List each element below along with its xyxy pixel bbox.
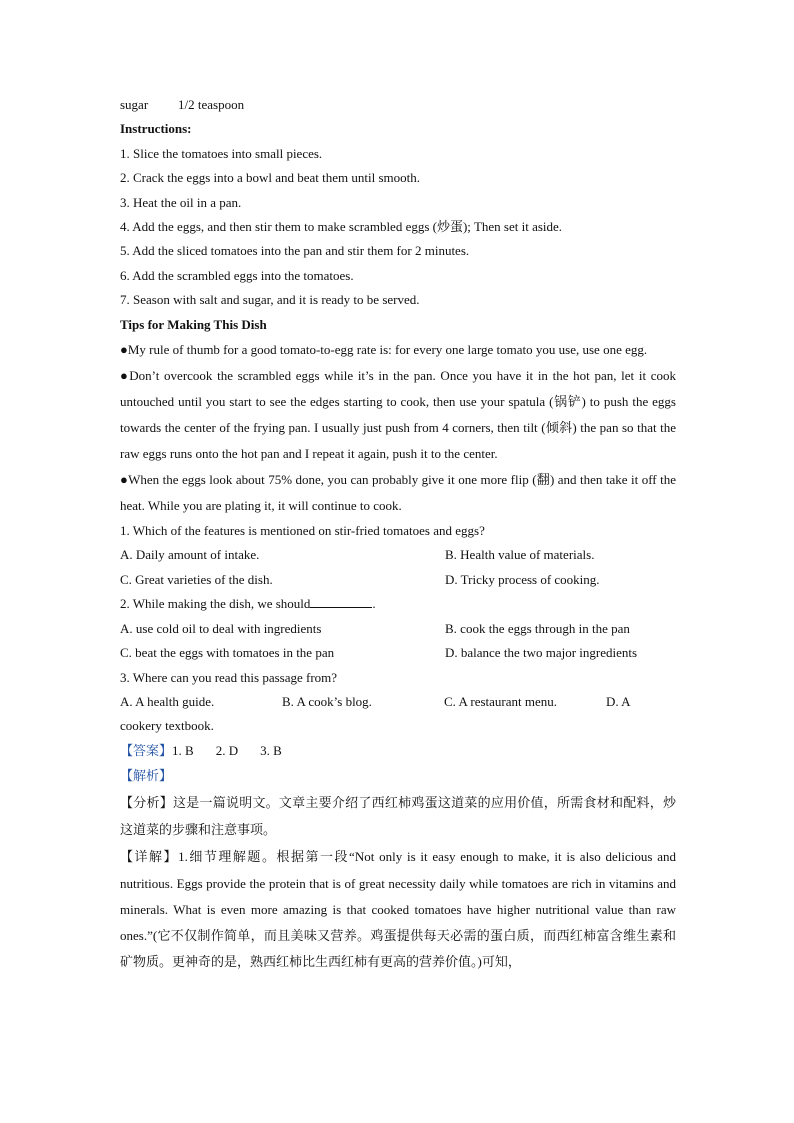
instruction-step: 3. Heat the oil in a pan. [120,194,242,210]
question-options [120,617,676,641]
instruction-step: 4. Add the eggs, and then stir them to make scrambled eggs (炒蛋); Then set it aside. [120,219,563,235]
instruction-step: 6. Add the scrambled eggs into the tomatoes. [120,267,354,283]
option: C. beat the eggs with tomatoes in the pan [120,645,335,661]
option: A. A health guide. [120,693,215,709]
analysis-detail [120,844,676,975]
answer-line [120,739,676,764]
option: C. A restaurant menu. [444,693,558,709]
tips-heading: Tips for Making This Dish [120,316,267,332]
tip-item: ●When the eggs look about 75% done, you can probably give it one more flip (翻) and then take it off the heat. While you are plating it, it will continue to cook. [120,472,676,514]
ingredient-line [120,93,676,117]
instruction-step: 2. Crack the eggs into a bowl and beat them until smooth. [120,170,421,186]
answer-item: 1. B [172,742,194,758]
detail-text: 1.细节理解题。根据第一段“Not only is it easy enough to make, it is also delicious and nutritious. Eggs provide the protein that is of great necessity daily while tomatoes are rich in vitamins and minerals. What is even more amazing is that cooked tomatoes have higher nutritional value than raw ones.”(它不仅制作简单，而且美味又营养。鸡蛋提供每天必需的蛋白质，而西红柿富含维生素和矿物质。更神奇的是，熟西红柿比生西红柿有更高的营养价值。)可知， [120,848,676,969]
question-stem-end: . [372,596,376,612]
instruction-step: 1. Slice the tomatoes into small pieces. [120,145,323,161]
question-options [120,568,676,592]
question-stem [120,592,676,616]
option: D. balance the two major ingredients [445,645,638,661]
question-stem: 3. Where can you read this passage from? [120,669,338,685]
option-continuation: cookery textbook. [120,718,214,734]
answer-label: 【答案】 [120,743,173,759]
answer-item: 2. D [215,742,239,758]
ingredient-name: sugar [120,97,149,112]
option: B. cook the eggs through in the pan [445,620,630,636]
question-stem: 1. Which of the features is mentioned on stir-fried tomatoes and eggs? [120,523,485,539]
analysis-heading [120,764,676,789]
option: B. A cook’s blog. [282,693,372,709]
ingredient-amount: 1/2 teaspoon [178,97,245,112]
instruction-step: 5. Add the sliced tomatoes into the pan and stir them for 2 minutes. [120,243,470,259]
instruction-step: 7. Season with salt and sugar, and it is ready to be served. [120,292,420,308]
fenxi-text: 这是一篇说明文。文章主要介绍了西红柿鸡蛋这道菜的应用价值，所需食材和配料，炒这道菜的步骤和注意事项。 [120,795,676,838]
question-stem-text: 2. While making the dish, we should [120,596,311,612]
analysis-label: 【解析】 [120,769,173,785]
answer-item: 3. B [260,742,282,758]
option: B. Health value of materials. [445,547,595,563]
option: C. Great varieties of the dish. [120,571,273,587]
option: D. A [606,693,631,709]
document-content [120,93,676,975]
option: A. Daily amount of intake. [120,547,260,563]
fenxi-label: 【分析】 [120,795,173,811]
question-options [120,543,676,567]
detail-label: 【详解】 [120,849,179,865]
option: D. Tricky process of cooking. [445,571,600,587]
tip-item: ●Don’t overcook the scrambled eggs while it’s in the pan. Once you have it in the hot pan, let it cook untouched until you start to see the edges starting to cook, then use your spatula (锅铲) to push the eggs towards the center of the frying pan. I usually just push from 4 corners, then tilt (倾斜) the pan so that the raw eggs runs onto the hot pan and I repeat it again, push it to the center. [120,368,676,462]
tip-item: ●My rule of thumb for a good tomato-to-egg rate is: for every one large tomato you use, use one egg. [120,342,648,358]
answer-blank [310,595,372,608]
option: A. use cold oil to deal with ingredients [120,620,322,636]
question-options [120,641,676,665]
instructions-heading: Instructions: [120,121,192,137]
question-options [120,690,676,714]
analysis-summary [120,790,676,844]
